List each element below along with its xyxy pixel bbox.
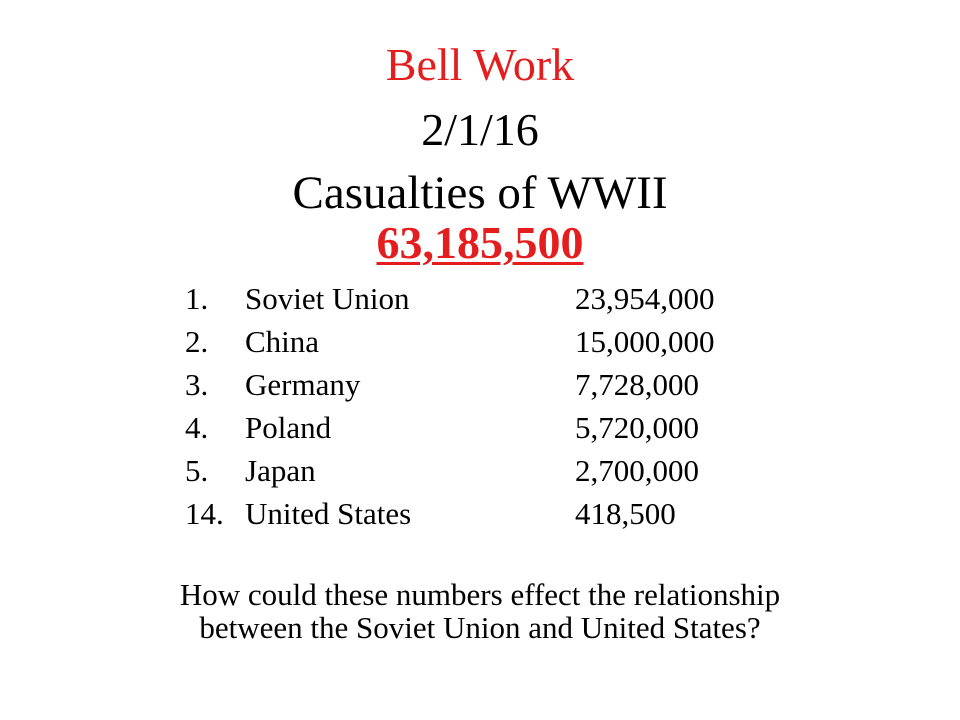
list-item-country: United States	[245, 496, 412, 531]
list-item-value: 23,954,000	[575, 281, 715, 316]
list-item-value: 15,000,000	[575, 324, 715, 359]
list-item	[185, 406, 785, 449]
list-item-country: Soviet Union	[245, 281, 410, 316]
list-item-value: 418,500	[575, 496, 676, 531]
list-item-rank: 1.	[185, 281, 209, 316]
casualties-list	[185, 277, 785, 535]
list-item-rank: 3.	[185, 367, 209, 402]
list-item-country: Germany	[245, 367, 361, 402]
list-item	[185, 320, 785, 363]
list-item-country: Japan	[245, 453, 316, 488]
total-casualties	[0, 217, 960, 268]
slide-date: 2/1/16	[421, 104, 539, 155]
list-item	[185, 363, 785, 406]
list-item-rank: 14.	[185, 496, 224, 531]
discussion-question: How could these numbers effect the relationship between the Soviet Union and United States?	[179, 577, 781, 645]
slide-title: Bell Work	[385, 39, 575, 90]
list-item-rank: 5.	[185, 453, 209, 488]
slide-heading: Casualties of WWII	[292, 167, 668, 219]
list-item-country: Poland	[245, 410, 332, 445]
list-item-value: 2,700,000	[575, 453, 699, 488]
list-item-value: 5,720,000	[575, 410, 699, 445]
list-item-rank: 4.	[185, 410, 209, 445]
list-item	[185, 492, 785, 535]
list-item-rank: 2.	[185, 324, 209, 359]
list-item	[185, 277, 785, 320]
list-item	[185, 449, 785, 492]
total-casualties-value: 63,185,500	[376, 217, 584, 268]
list-item-country: China	[245, 324, 320, 359]
list-item-value: 7,728,000	[575, 367, 699, 402]
